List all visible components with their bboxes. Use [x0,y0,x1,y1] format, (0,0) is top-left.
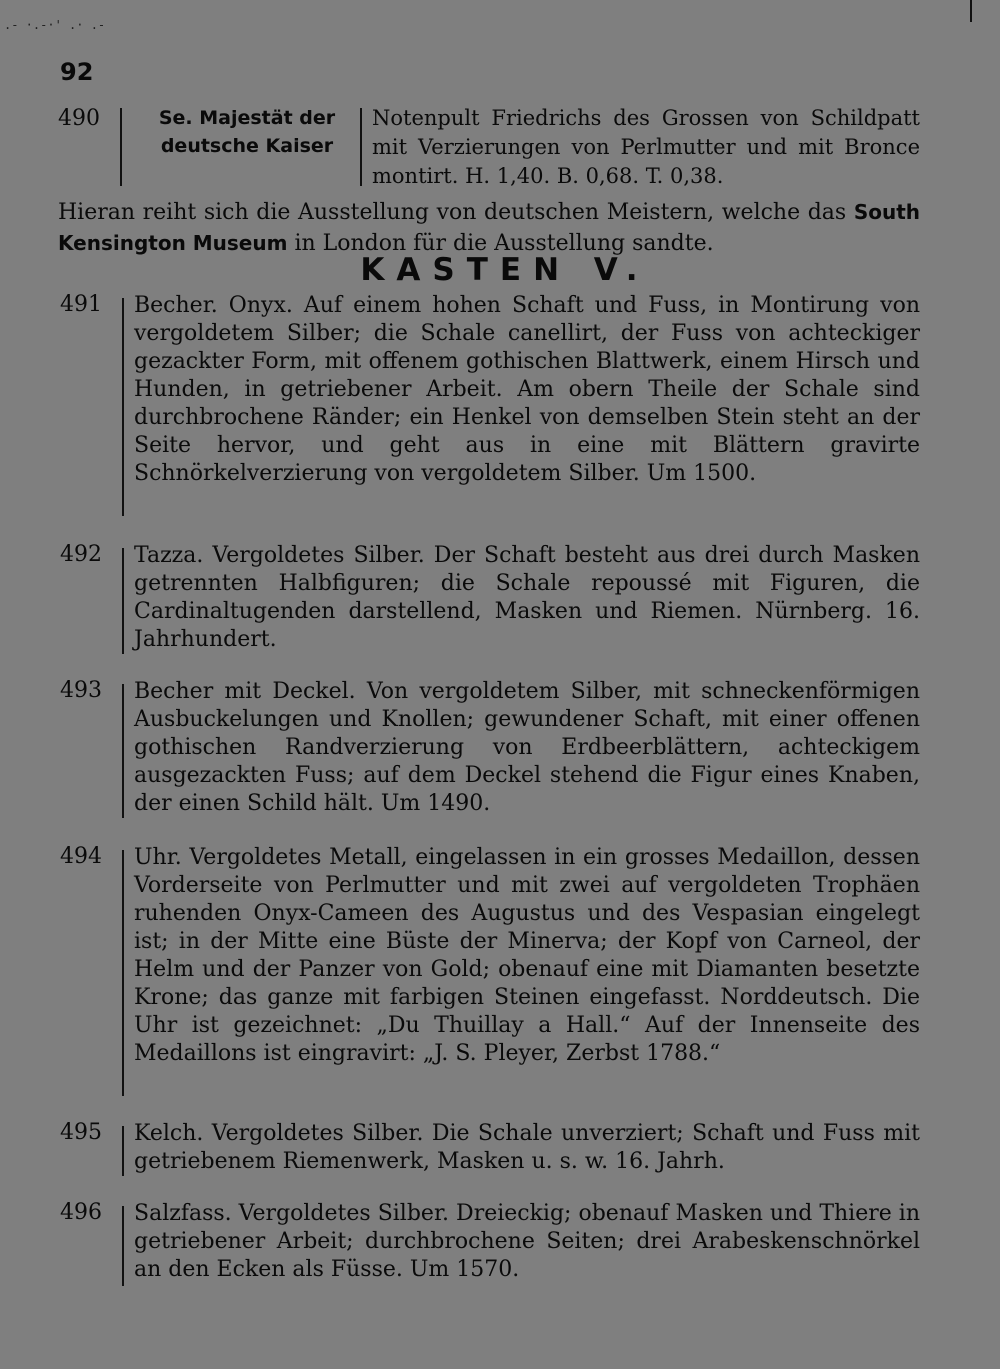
donor-line: deutsche Kaiser [160,135,334,157]
entry-bar [122,298,124,516]
entry-number: 493 [60,678,102,703]
museum-name: South Kensington Museum [58,200,920,255]
intro-text: in London für die Ausstellung sandte. [287,231,714,256]
entry-text: Kelch. Vergoldetes Silber. Die Schale unverziert; Schaft und Fuss mit getriebenem Riemenwerk, Masken u. s. w. 16. Jahrh. [134,1121,920,1174]
entry-text: Tazza. Vergoldetes Silber. Der Schaft besteht aus drei durch Masken getrennten Halbfiguren; die Schale repoussé mit Figuren, die Cardinaltugenden darstellend, Masken und Riemen. Nürnberg. 16. Jahrhundert. [134,543,920,652]
entry-number: 491 [60,292,102,317]
donor [136,104,358,160]
entry-bar [122,1126,124,1176]
intro-paragraph [58,197,920,259]
entry-bar [122,684,124,818]
entry-bar [122,850,124,1096]
entry-bar [122,1206,124,1286]
column-divider [120,108,122,186]
entry-number: 495 [60,1120,102,1145]
entry-bar [122,548,124,654]
entry-text: Uhr. Vergoldetes Metall, eingelassen in ein grosses Medaillon, dessen Vorderseite von Perlmutter und mit zwei auf vergoldeten Trophäen ruhenden Onyx-Cameen des Augustus und des Vespasian eingelegt ist; in der Mitte eine Büste der Minerva; der Kopf von Carneol, der Helm und der Panzer von Gold; obenauf eine mit Diamanten besetzte Krone; das ganze mit farbigen Steinen eingefasst. Norddeutsch. Die Uhr ist gezeichnet: „Du Thuillay a Hall.“ Auf der Innenseite des Medaillons ist eingravirt: „J. S. Pleyer, Zerbst 1788.“ [134,845,920,1066]
entry-text: Becher mit Deckel. Von vergoldetem Silber, mit schneckenförmigen Ausbuckelungen und Knollen; gewundener Schaft, mit einer offenen gothischen Randverzierung von Erdbeerblättern, achteckigem ausgezackten Fuss; auf dem Deckel stehend die Figur eines Knaben, der einen Schild hält. Um 1490. [134,679,920,816]
entry-text: Salzfass. Vergoldetes Silber. Dreieckig; obenauf Masken und Thiere in getriebener Arbeit; durchbrochene Seiten; drei Arabeskenschnörkel an den Ecken als Füsse. Um 1570. [134,1201,920,1282]
entry-number: 490 [58,106,100,131]
entry-description: Notenpult Friedrichs des Grossen von Schildpatt mit Verzierungen von Perlmutter und mit Bronce montirt. H. 1,40. B. 0,68. T. 0,38. [372,106,920,188]
edge-mark [970,0,972,22]
corner-specks: .- ·.-·' .· .- [4,18,106,32]
page-number: 92 [60,58,94,86]
intro-text: Hieran reiht sich die Ausstellung von deutschen Meistern, welche das [58,200,854,225]
entry-490 [0,104,1000,188]
entry-text: Becher. Onyx. Auf einem hohen Schaft und Fuss, in Montirung von vergoldetem Silber; die Schale canellirt, der Fuss von achteckiger gezackter Form, mit offenem gothischen Blattwerk, einem Hirsch und Hunden, in getriebener Arbeit. Am obern Theile der Schale sind durchbrochene Ränder; ein Henkel von demselben Stein steht an der Seite hervor, und geht aus in eine mit Blättern gravirte Schnörkelverzierung von vergoldetem Silber. Um 1500. [134,293,920,486]
section-heading: KASTEN V. [360,252,650,288]
entry-number: 492 [60,542,102,567]
entry-number: 494 [60,844,102,869]
entry-number: 496 [60,1200,102,1225]
column-divider [360,108,362,186]
donor-line: Se. Majestät der [158,107,336,129]
